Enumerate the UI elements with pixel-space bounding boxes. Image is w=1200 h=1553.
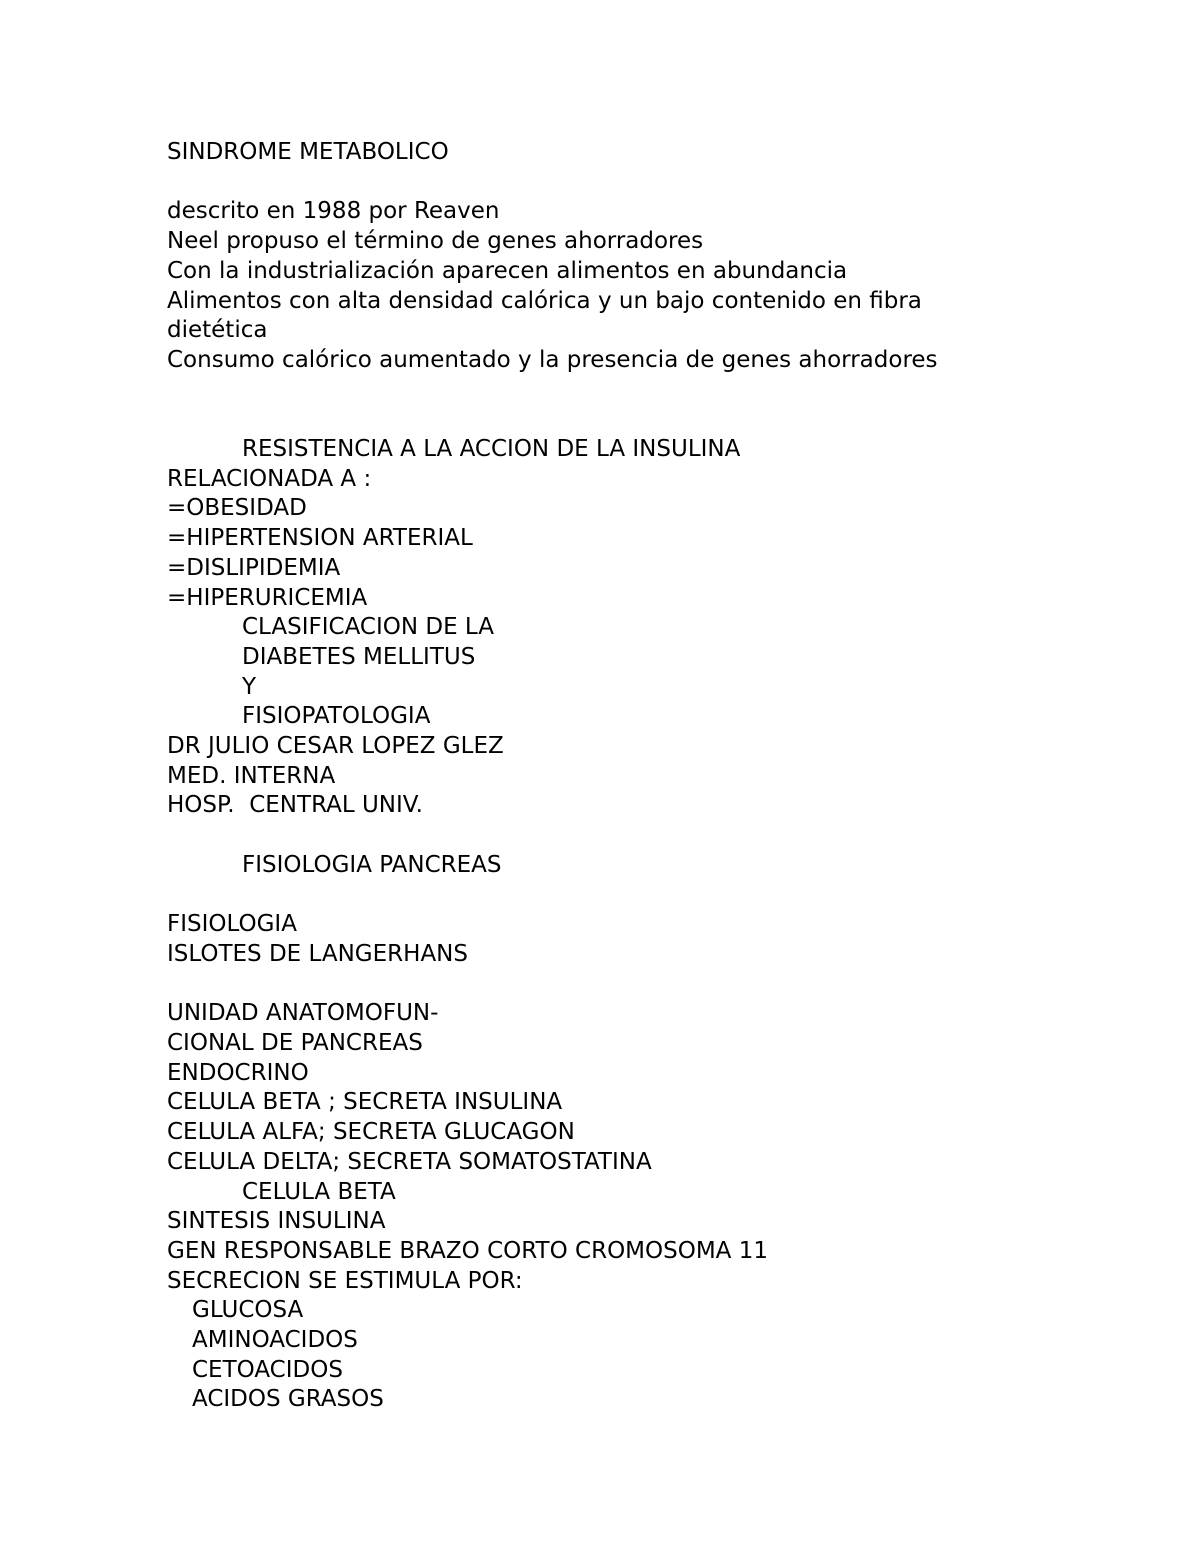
spacer [167,376,1047,435]
stimulus-item: GLUCOSA [192,1297,304,1324]
unit-line: CELULA DELTA; SECRETA SOMATOSTATINA [167,1148,652,1175]
stimulus-item: CETOACIDOS [192,1356,343,1383]
related-item: =OBESIDAD [167,495,307,522]
related-item: =HIPERURICEMIA [167,584,368,611]
intro-line: Con la industrialización aparecen alimentos en abundancia [167,257,848,284]
unit-line: UNIDAD ANATOMOFUN- [167,1000,439,1027]
unit-line: CELULA ALFA; SECRETA GLUCAGON [167,1119,575,1146]
pancreas-heading: FISIOLOGIA PANCREAS [242,851,502,878]
intro-line: descrito en 1988 por Reaven [167,198,500,225]
intro-line: Alimentos con alta densidad calórica y un bajo contenido en fibra [167,287,922,314]
resistance-heading: RESISTENCIA A LA ACCION DE LA INSULINA [242,436,741,462]
author-line: DR JULIO CESAR LOPEZ GLEZ [167,733,504,760]
physiology-line: FISIOLOGIA [167,911,297,938]
synthesis-line: SINTESIS INSULINA [167,1208,386,1235]
author-line: HOSP. CENTRAL UNIV. [167,792,423,819]
unit-line: CELULA BETA ; SECRETA INSULINA [167,1089,563,1116]
classification-title-line: Y [242,673,257,700]
stimulus-item: ACIDOS GRASOS [192,1386,384,1413]
classification-title-line: DIABETES MELLITUS [242,643,476,670]
intro-line: Consumo calórico aumentado y la presencia de genes ahorradores [167,346,938,373]
spacer [167,821,1047,851]
author-line: MED. INTERNA [167,762,336,789]
synthesis-line: SECRECION SE ESTIMULA POR: [167,1267,523,1294]
stimulus-item: AMINOACIDOS [192,1327,358,1354]
spacer [167,881,1047,911]
synthesis-line: GEN RESPONSABLE BRAZO CORTO CROMOSOMA 11 [167,1237,768,1264]
related-item: =HIPERTENSION ARTERIAL [167,525,473,552]
classification-title-line: CLASIFICACION DE LA [242,614,495,641]
related-item: =DISLIPIDEMIA [167,554,341,581]
intro-line: Neel propuso el término de genes ahorradores [167,228,704,255]
intro-line: dietética [167,317,268,344]
document-body [167,138,1047,1415]
unit-line: CIONAL DE PANCREAS [167,1030,423,1057]
physiology-line: ISLOTES DE LANGERHANS [167,940,468,967]
spacer [167,970,1047,1000]
spacer [167,168,1047,198]
beta-heading: CELULA BETA [242,1178,396,1205]
related-label: RELACIONADA A : [167,465,372,492]
classification-title-line: FISIOPATOLOGIA [242,703,431,730]
document-title: SINDROME METABOLICO [167,139,449,165]
unit-line: ENDOCRINO [167,1059,309,1086]
